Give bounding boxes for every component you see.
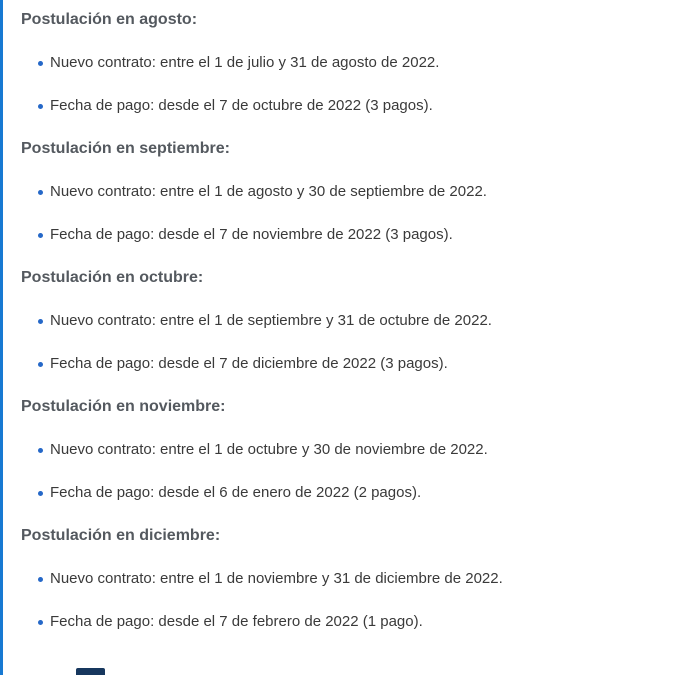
bullet-icon (38, 233, 43, 238)
list-item-text: Nuevo contrato: entre el 1 de agosto y 30 de septiembre de 2022. (50, 183, 487, 200)
section-heading-octubre: Postulación en octubre: (21, 269, 204, 286)
list-item (38, 225, 661, 245)
list-item-text: Nuevo contrato: entre el 1 de noviembre y 31 de diciembre de 2022. (50, 570, 503, 587)
cut-off-bottom-button[interactable] (76, 668, 105, 675)
bullet-icon (38, 620, 43, 625)
section-heading-noviembre: Postulación en noviembre: (21, 398, 226, 415)
article-content (21, 10, 661, 655)
list-item-text: Nuevo contrato: entre el 1 de septiembre y 31 de octubre de 2022. (50, 312, 492, 329)
list-item (38, 440, 661, 460)
bullet-list-septiembre (21, 182, 661, 245)
section-heading-agosto: Postulación en agosto: (21, 11, 198, 28)
list-item (38, 612, 661, 632)
bullet-list-noviembre (21, 440, 661, 503)
bullet-list-agosto (21, 53, 661, 116)
section-heading-diciembre: Postulación en diciembre: (21, 527, 221, 544)
bullet-icon (38, 491, 43, 496)
list-item-text: Nuevo contrato: entre el 1 de octubre y 30 de noviembre de 2022. (50, 441, 488, 458)
list-item-text: Fecha de pago: desde el 7 de noviembre de 2022 (3 pagos). (50, 226, 453, 243)
list-item-text: Fecha de pago: desde el 7 de febrero de 2022 (1 pago). (50, 613, 423, 630)
list-item-text: Fecha de pago: desde el 7 de diciembre de 2022 (3 pagos). (50, 355, 448, 372)
list-item (38, 311, 661, 331)
bullet-icon (38, 190, 43, 195)
list-item-text: Nuevo contrato: entre el 1 de julio y 31 de agosto de 2022. (50, 54, 440, 71)
left-accent-border (0, 0, 3, 675)
list-item (38, 354, 661, 374)
list-item (38, 182, 661, 202)
list-item (38, 569, 661, 589)
bullet-icon (38, 319, 43, 324)
bullet-icon (38, 362, 43, 367)
bullet-list-diciembre (21, 569, 661, 632)
bullet-list-octubre (21, 311, 661, 374)
list-item-text: Fecha de pago: desde el 6 de enero de 2022 (2 pagos). (50, 484, 422, 501)
bullet-icon (38, 448, 43, 453)
list-item (38, 96, 661, 116)
list-item (38, 483, 661, 503)
bullet-icon (38, 577, 43, 582)
section-heading-septiembre: Postulación en septiembre: (21, 140, 230, 157)
list-item (38, 53, 661, 73)
list-item-text: Fecha de pago: desde el 7 de octubre de 2022 (3 pagos). (50, 97, 433, 114)
bullet-icon (38, 61, 43, 66)
bullet-icon (38, 104, 43, 109)
